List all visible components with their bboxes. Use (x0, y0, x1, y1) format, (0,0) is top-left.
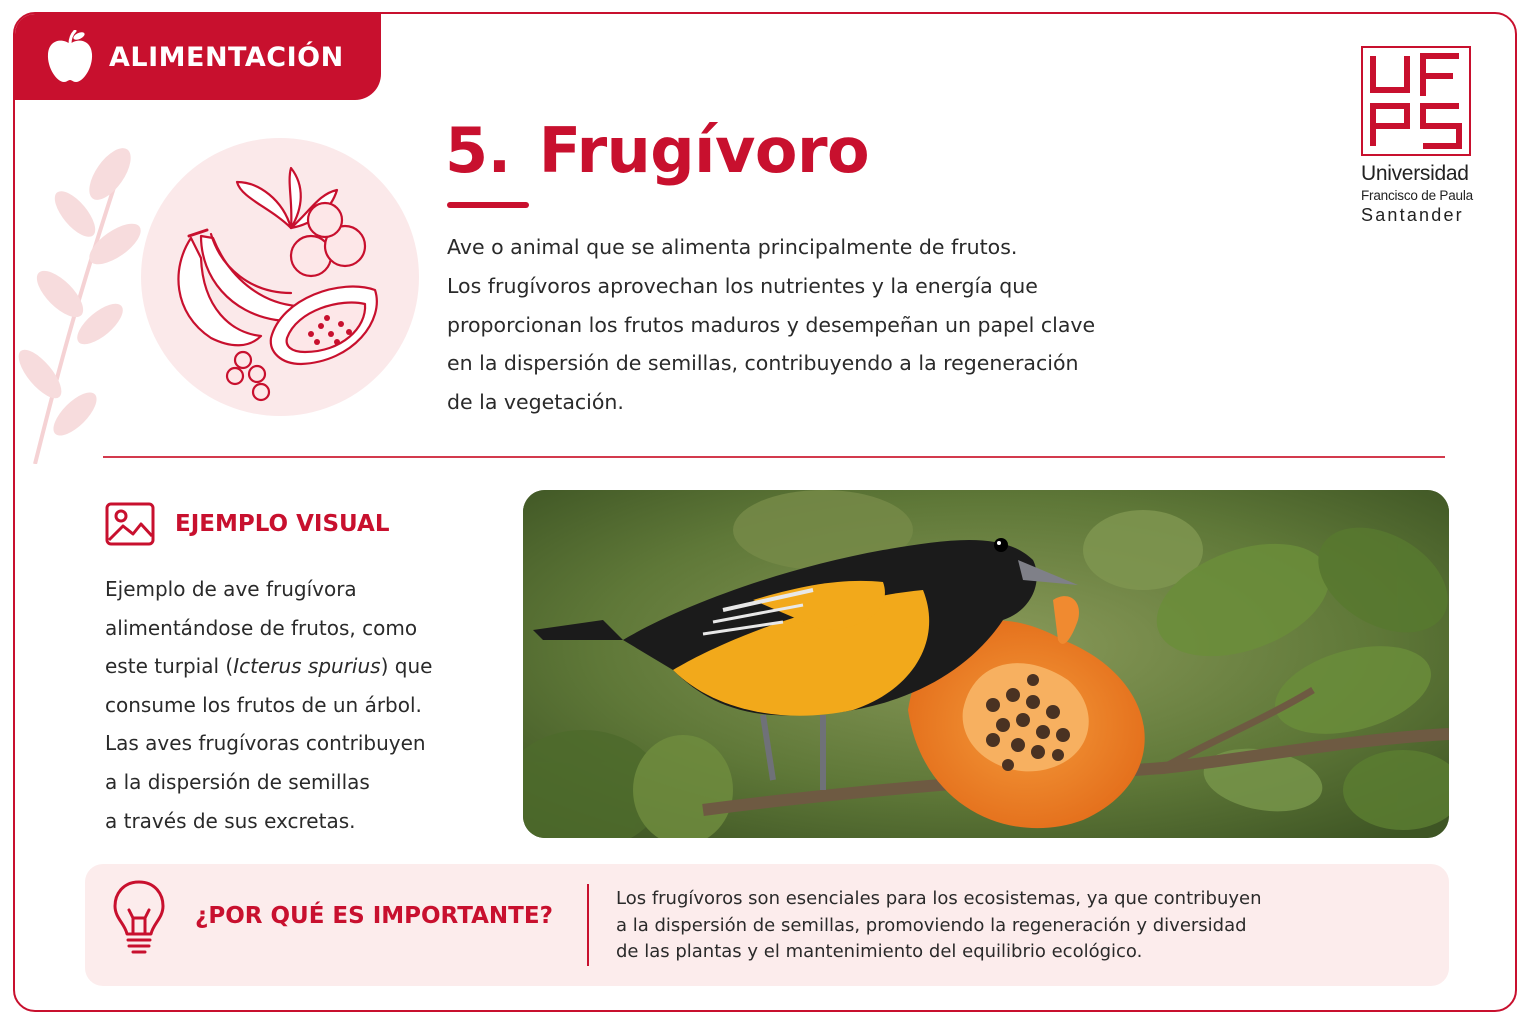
leaf-decoration-icon (15, 134, 145, 464)
example-line: Las aves frugívoras contribuyen (105, 731, 426, 756)
bird-photo (523, 490, 1449, 838)
definition-line: Los frugívoros aprovechan los nutrientes y la energía que (447, 273, 1038, 298)
importance-text (616, 886, 1416, 966)
fruits-icon (141, 138, 419, 416)
title-underline (447, 202, 529, 208)
example-line: a través de sus excretas. (105, 808, 356, 833)
image-icon (105, 502, 155, 546)
category-label: ALIMENTACIÓN (109, 41, 344, 73)
importance-panel (85, 864, 1449, 986)
oriole-eating-papaya-image (523, 490, 1449, 838)
lightbulb-icon (111, 878, 167, 958)
category-tab (15, 14, 381, 100)
importance-divider (587, 884, 589, 966)
fruit-illustration (141, 138, 419, 416)
definition-line: de la vegetación. (447, 390, 624, 415)
apple-icon (45, 30, 95, 84)
example-line: alimentándose de frutos, como (105, 615, 418, 640)
ufps-logo-icon (1361, 46, 1471, 156)
scientific-name: Icterus spurius (233, 654, 381, 679)
logo-line1: Universidad (1361, 162, 1469, 185)
definition-line: Ave o animal que se alimenta principalmente de frutos. (447, 235, 1018, 259)
example-line-pre: este turpial ( (105, 654, 234, 679)
importance-line: de las plantas y el mantenimiento del equilibrio ecológico. (616, 941, 1143, 962)
title-term: Frugívoro (538, 114, 870, 187)
example-line (105, 647, 505, 686)
university-logo (1361, 46, 1473, 226)
section-divider (103, 456, 1445, 458)
importance-heading: ¿POR QUÉ ES IMPORTANTE? (195, 903, 553, 929)
example-text (105, 570, 505, 840)
example-line: consume los frutos de un árbol. (105, 692, 422, 717)
example-line: Ejemplo de ave frugívora (105, 577, 357, 601)
example-line: a la dispersión de semillas (105, 769, 370, 794)
page-title (445, 114, 869, 187)
example-heading (105, 502, 389, 546)
logo-line3: Santander (1361, 205, 1464, 225)
example-line-post: ) que (380, 654, 433, 679)
definition-line: proporcionan los frutos maduros y desempeñan un papel clave (447, 312, 1096, 337)
title-number: 5. (445, 114, 511, 187)
info-card (13, 12, 1517, 1012)
importance-line: a la dispersión de semillas, promoviendo la regeneración y diversidad (616, 914, 1247, 936)
definition-line: en la dispersión de semillas, contribuyendo a la regeneración (447, 351, 1079, 376)
definition-text (447, 228, 1127, 422)
example-heading-label: EJEMPLO VISUAL (175, 511, 390, 537)
logo-line2: Francisco de Paula (1361, 188, 1473, 203)
importance-line: Los frugívoros son esenciales para los ecosistemas, ya que contribuyen (616, 888, 1262, 909)
